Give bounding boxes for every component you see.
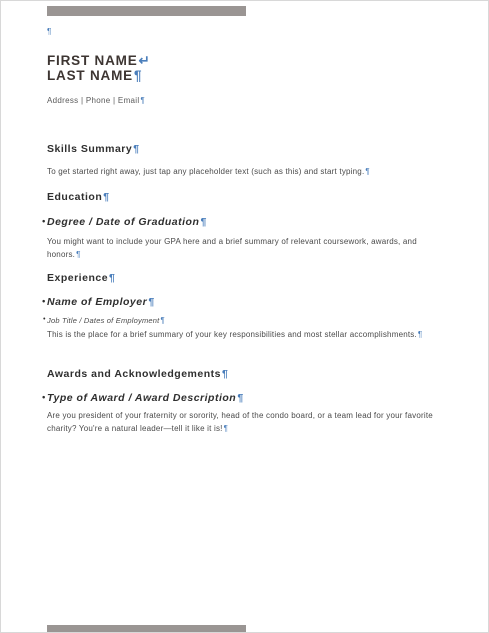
- pilcrow-mark: ¶: [365, 167, 370, 176]
- name-block[interactable]: [47, 53, 448, 83]
- pilcrow-mark: ¶: [109, 272, 116, 284]
- education-heading[interactable]: Education¶: [47, 191, 110, 203]
- list-bullet: •: [42, 392, 46, 402]
- pilcrow-mark: ¶: [237, 392, 244, 404]
- awards-subheading[interactable]: • Type of Award / Award Description¶: [42, 392, 244, 404]
- awards-heading[interactable]: Awards and Acknowledgements¶: [47, 368, 229, 380]
- list-bullet: •: [42, 296, 46, 306]
- line-break-mark: ↵: [138, 53, 151, 68]
- contact-line[interactable]: Address | Phone | Email¶: [47, 96, 146, 105]
- pilcrow-mark: ¶: [148, 296, 155, 308]
- last-name[interactable]: LAST NAME¶: [47, 68, 143, 83]
- pilcrow-mark: ¶: [200, 216, 207, 228]
- footer-accent-bar: [47, 625, 246, 632]
- top-paragraph-mark: ¶: [47, 27, 52, 36]
- education-subheading[interactable]: • Degree / Date of Graduation¶: [42, 216, 207, 228]
- pilcrow-mark: ¶: [221, 368, 229, 380]
- skills-heading[interactable]: Skills Summary¶: [47, 143, 140, 155]
- education-text[interactable]: You might want to include your GPA here and a brief summary of relevant coursework, awards, and honors.¶: [47, 237, 417, 259]
- experience-job-line[interactable]: • Job Title / Dates of Employment¶: [43, 316, 165, 325]
- experience-heading[interactable]: Experience¶: [47, 272, 116, 284]
- experience-text[interactable]: This is the place for a brief summary of your key responsibilities and most stellar accomplishments.¶: [47, 330, 423, 339]
- pilcrow-mark: ¶: [103, 191, 110, 203]
- list-bullet: •: [42, 216, 46, 226]
- awards-text[interactable]: Are you president of your fraternity or sorority, head of the condo board, or a team lead for your favorite charity? You're a natural leader—tell it like it is!¶: [47, 411, 433, 433]
- first-name[interactable]: FIRST NAME↵: [47, 53, 151, 68]
- pilcrow-mark: ¶: [140, 96, 146, 105]
- pilcrow-mark: ¶: [133, 68, 143, 83]
- pilcrow-mark: ¶: [417, 330, 423, 339]
- pilcrow-mark: ¶: [223, 424, 229, 433]
- pilcrow-mark: ¶: [133, 143, 140, 155]
- skills-text[interactable]: To get started right away, just tap any placeholder text (such as this) and start typing.¶: [47, 167, 370, 176]
- pilcrow-mark: ¶: [76, 250, 81, 259]
- pilcrow-mark: ¶: [160, 316, 165, 325]
- header-accent-bar: [47, 6, 246, 16]
- experience-subheading[interactable]: • Name of Employer¶: [42, 296, 155, 308]
- list-bullet: •: [43, 316, 46, 323]
